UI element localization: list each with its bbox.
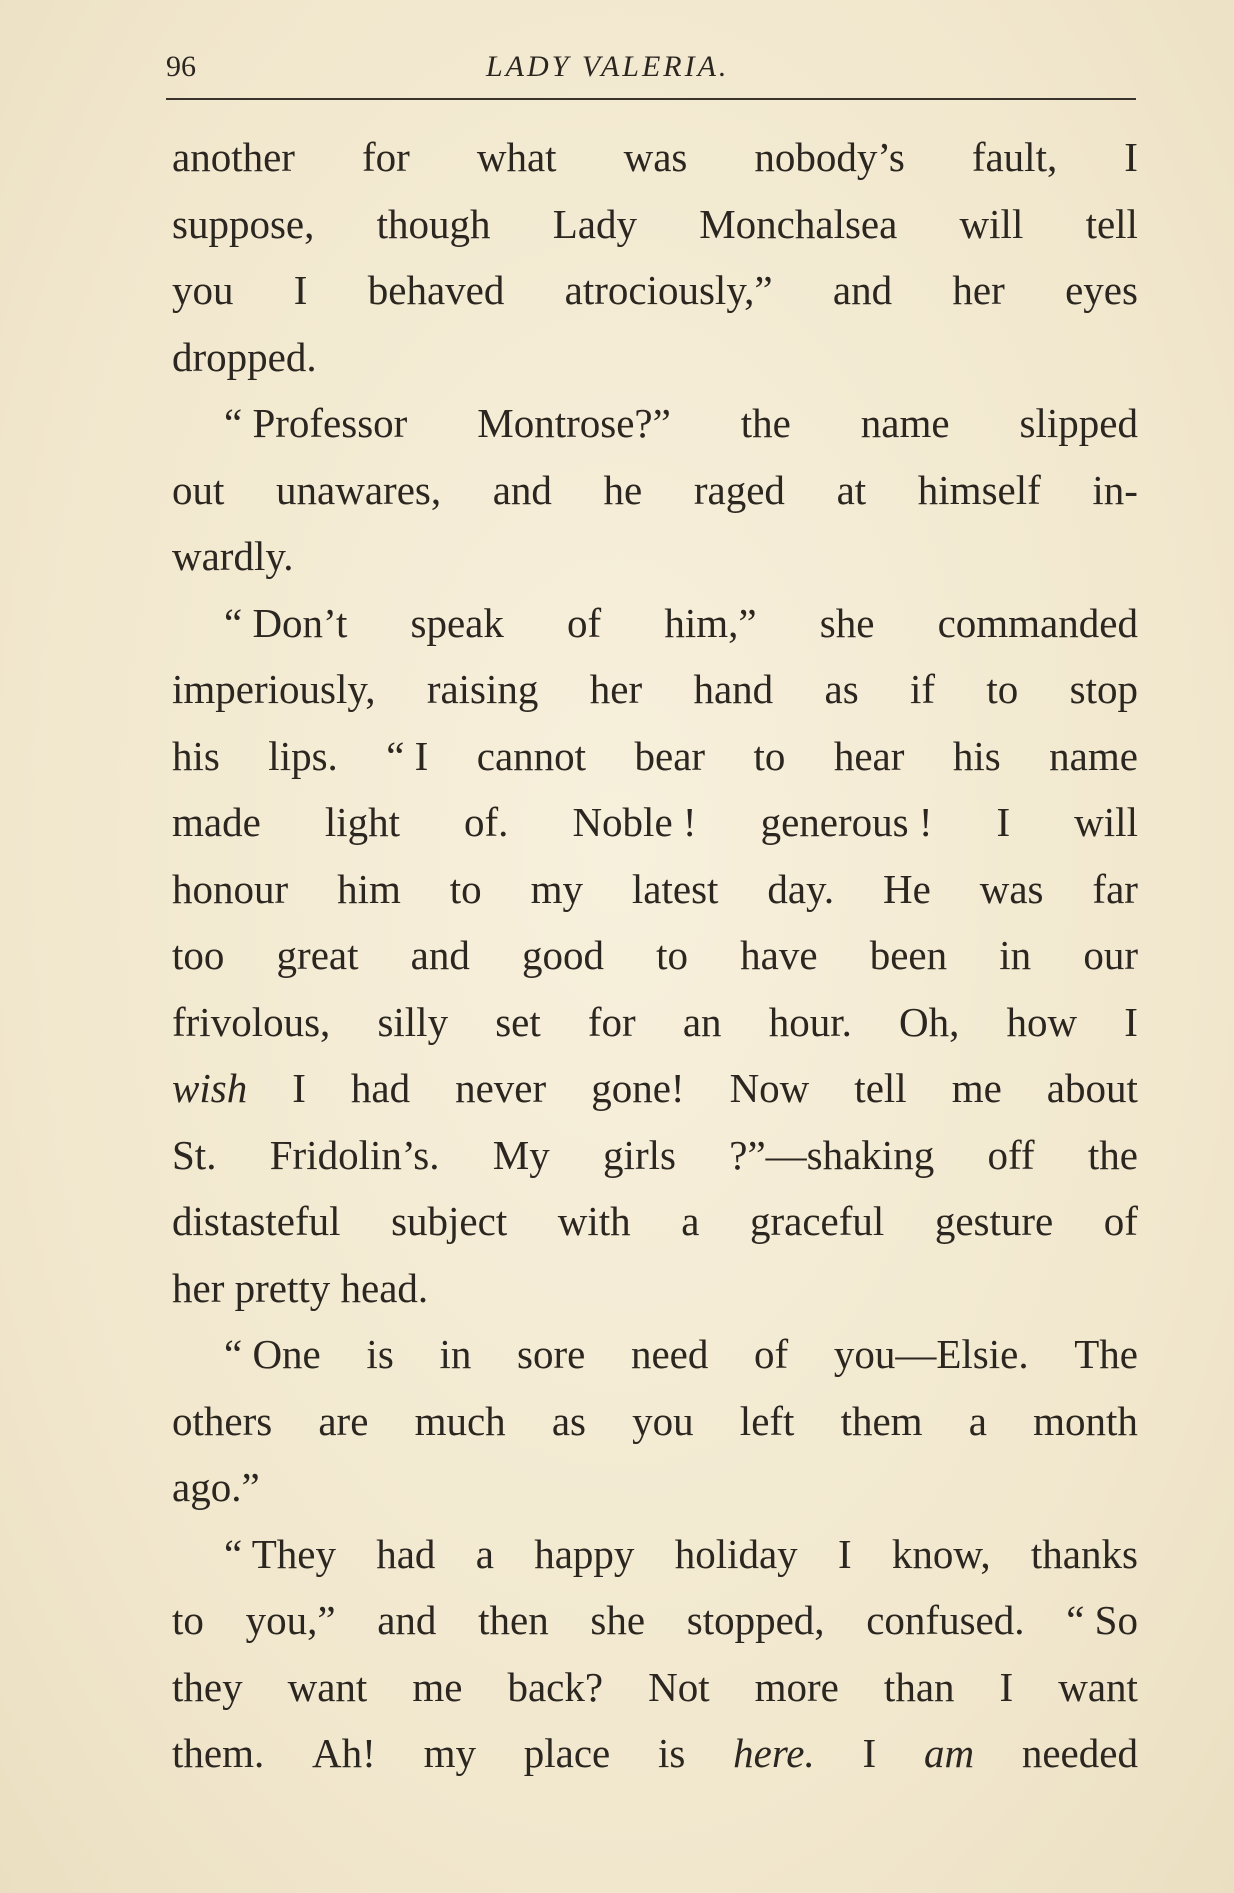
word: holiday: [674, 1530, 798, 1577]
word: Monchalsea: [699, 200, 898, 247]
word: I: [862, 1730, 877, 1776]
word: been: [869, 932, 948, 978]
word: behaved: [367, 267, 505, 313]
word: good: [521, 932, 604, 978]
text-line: [172, 457, 1138, 524]
word: want: [287, 1663, 368, 1710]
word: bear: [634, 732, 706, 779]
word: Oh,: [899, 998, 960, 1045]
word: hour.: [768, 998, 852, 1045]
text-line: [172, 390, 1138, 457]
word: head.: [340, 1264, 429, 1311]
word: he: [603, 466, 643, 513]
word: lips.: [268, 732, 338, 779]
word: me: [951, 1065, 1002, 1111]
page-header: [166, 38, 1136, 98]
word: Montrose?”: [477, 400, 671, 446]
word: place: [523, 1730, 611, 1776]
word: them.: [172, 1730, 265, 1776]
word: far: [1092, 865, 1138, 912]
page-number: 96: [166, 50, 196, 83]
word: others: [172, 1397, 273, 1444]
word: ?”—shaking: [729, 1131, 935, 1178]
word: “ Don’t: [224, 599, 348, 646]
word: my: [530, 865, 583, 912]
text-line: [172, 1654, 1138, 1721]
word: silly: [377, 998, 449, 1045]
word: wardly.: [172, 533, 294, 579]
word: was: [623, 134, 688, 180]
word: Fridolin’s.: [269, 1131, 440, 1178]
word: of: [1103, 1198, 1138, 1244]
word: unawares,: [276, 466, 442, 513]
word: are: [318, 1397, 369, 1444]
word: and: [832, 267, 893, 313]
text-line: [172, 590, 1138, 657]
word: how: [1006, 998, 1078, 1045]
word: his: [172, 732, 220, 779]
word: a: [968, 1397, 987, 1444]
word: am: [923, 1730, 975, 1776]
word: My: [492, 1131, 550, 1178]
word: in-: [1092, 466, 1138, 513]
word: here.: [733, 1730, 815, 1776]
word: pretty: [234, 1264, 331, 1311]
word: St.: [172, 1131, 217, 1178]
word: more: [754, 1663, 839, 1710]
word: to: [986, 666, 1019, 712]
word: Now: [729, 1065, 810, 1111]
word: commanded: [937, 599, 1138, 646]
word: nobody’s: [754, 134, 905, 180]
word: I: [1124, 998, 1138, 1045]
word: I: [1124, 134, 1138, 180]
word: Lady: [552, 200, 637, 247]
word: know,: [891, 1530, 991, 1577]
word: Not: [648, 1663, 710, 1710]
word: ago.”: [172, 1464, 260, 1510]
word: made: [172, 799, 261, 845]
word: cannot: [476, 732, 587, 779]
word: month: [1033, 1397, 1138, 1444]
word: of: [567, 599, 602, 646]
text-line: [172, 124, 1138, 191]
word: atrociously,”: [564, 267, 773, 313]
word: needed: [1021, 1730, 1138, 1776]
word: latest: [631, 865, 719, 912]
word: distasteful: [172, 1198, 341, 1244]
text-line: [172, 1388, 1138, 1455]
text-line: [172, 1720, 1138, 1787]
word: you—Elsie.: [833, 1331, 1029, 1377]
word: honour: [172, 865, 289, 912]
word: “ I: [386, 732, 429, 779]
word: generous !: [760, 799, 933, 845]
word: have: [740, 932, 818, 978]
word: as: [824, 666, 859, 712]
word: our: [1083, 932, 1138, 978]
word: confused.: [866, 1597, 1025, 1643]
text-line: [172, 1122, 1138, 1189]
word: at: [836, 466, 867, 513]
word: eyes: [1065, 267, 1138, 313]
word: in: [999, 932, 1032, 978]
word: his: [952, 732, 1001, 779]
text-line: [172, 1255, 1138, 1322]
word: fault,: [971, 134, 1058, 180]
word: as: [551, 1397, 586, 1444]
text-line: [172, 191, 1138, 258]
word: I: [293, 267, 308, 313]
word: He: [883, 865, 931, 912]
word: the: [740, 400, 791, 446]
word: and: [377, 1597, 437, 1643]
word: stopped,: [686, 1597, 825, 1643]
word: about: [1046, 1065, 1138, 1111]
word: for: [362, 134, 410, 180]
body-text: [172, 124, 1138, 1787]
word: and: [492, 466, 552, 513]
text-line: [172, 1055, 1138, 1122]
text-line: [172, 1188, 1138, 1255]
word: her: [589, 666, 643, 712]
word: The: [1074, 1331, 1138, 1377]
word: girls: [603, 1131, 676, 1178]
word: much: [414, 1397, 506, 1444]
word: the: [1087, 1131, 1138, 1178]
word: if: [910, 666, 936, 712]
word: to: [449, 865, 482, 912]
word: great: [276, 932, 359, 978]
word: my: [423, 1730, 476, 1776]
word: raged: [693, 466, 785, 513]
word: me: [412, 1663, 463, 1710]
word: sore: [517, 1331, 586, 1377]
text-line: [172, 1321, 1138, 1388]
word: out: [172, 466, 225, 513]
word: to: [656, 932, 689, 978]
word: she: [819, 599, 875, 646]
word: subject: [391, 1198, 508, 1244]
word: name: [860, 400, 950, 446]
text-line: [172, 257, 1138, 324]
word: of: [754, 1331, 789, 1377]
word: never: [455, 1065, 547, 1111]
word: hear: [833, 732, 905, 779]
word: than: [883, 1663, 955, 1710]
word: dropped.: [172, 333, 317, 380]
word: what: [476, 134, 557, 180]
word: wish: [172, 1065, 248, 1111]
word: I: [837, 1530, 852, 1577]
word: you: [172, 267, 234, 313]
word: hand: [693, 666, 774, 712]
word: an: [682, 998, 722, 1045]
word: will: [959, 200, 1024, 247]
text-line: [172, 1521, 1138, 1588]
text-line: [172, 523, 1138, 590]
word: off: [987, 1131, 1035, 1178]
word: light: [324, 799, 400, 845]
text-line: [172, 856, 1138, 923]
text-line: [172, 324, 1138, 391]
word: “ Professor: [224, 400, 408, 446]
text-line: [172, 922, 1138, 989]
word: want: [1058, 1663, 1138, 1710]
word: gesture: [934, 1198, 1054, 1244]
word: suppose,: [172, 200, 315, 247]
word: to: [172, 1597, 204, 1643]
word: for: [587, 998, 636, 1045]
word: though: [376, 200, 491, 247]
word: she: [590, 1597, 646, 1643]
word: Ah!: [312, 1730, 376, 1776]
text-line: [172, 723, 1138, 790]
word: graceful: [749, 1198, 885, 1244]
word: was: [979, 865, 1044, 912]
word: them: [840, 1397, 923, 1444]
word: day.: [767, 865, 835, 912]
word: I: [996, 799, 1011, 845]
word: you: [632, 1397, 694, 1444]
word: with: [557, 1198, 631, 1244]
word: raising: [426, 666, 539, 712]
text-line: [172, 989, 1138, 1056]
word: I: [999, 1663, 1014, 1710]
word: him,”: [664, 599, 757, 646]
word: in: [439, 1331, 472, 1377]
text-line: [172, 1454, 1138, 1521]
running-head: LADY VALERIA.: [486, 50, 730, 83]
word: “ They: [224, 1530, 336, 1577]
word: Noble !: [572, 799, 697, 845]
word: need: [630, 1331, 709, 1377]
word: is: [658, 1730, 686, 1776]
word: tell: [854, 1065, 907, 1111]
header-rule: [166, 98, 1136, 100]
word: “ One: [224, 1331, 321, 1377]
text-line: [172, 789, 1138, 856]
text-line: [172, 656, 1138, 723]
word: then: [478, 1597, 549, 1643]
word: left: [739, 1397, 795, 1444]
word: had: [376, 1530, 436, 1577]
word: name: [1049, 732, 1138, 779]
word: you,”: [245, 1597, 336, 1643]
word: “ So: [1066, 1597, 1138, 1643]
word: himself: [917, 466, 1041, 513]
word: of.: [464, 799, 509, 845]
word: thanks: [1030, 1530, 1138, 1577]
word: I: [292, 1065, 306, 1111]
word: happy: [534, 1530, 635, 1577]
word: and: [410, 932, 470, 978]
word: too: [172, 932, 225, 978]
word: gone!: [591, 1065, 685, 1111]
word: tell: [1085, 200, 1138, 247]
word: had: [350, 1065, 411, 1111]
word: back?: [507, 1663, 604, 1710]
word: a: [475, 1530, 494, 1577]
word: stop: [1069, 666, 1138, 712]
word: will: [1074, 799, 1138, 845]
word: set: [495, 998, 541, 1045]
word: imperiously,: [172, 666, 376, 712]
word: a: [681, 1198, 700, 1244]
word: to: [753, 732, 786, 779]
word: frivolous,: [172, 998, 331, 1045]
word: another: [172, 134, 295, 180]
word: speak: [410, 599, 504, 646]
word: slipped: [1019, 400, 1138, 446]
word: her: [952, 267, 1005, 313]
word: her: [172, 1264, 225, 1311]
word: is: [366, 1331, 394, 1377]
word: they: [172, 1663, 243, 1710]
word: him: [337, 865, 401, 912]
text-line: [172, 1587, 1138, 1654]
